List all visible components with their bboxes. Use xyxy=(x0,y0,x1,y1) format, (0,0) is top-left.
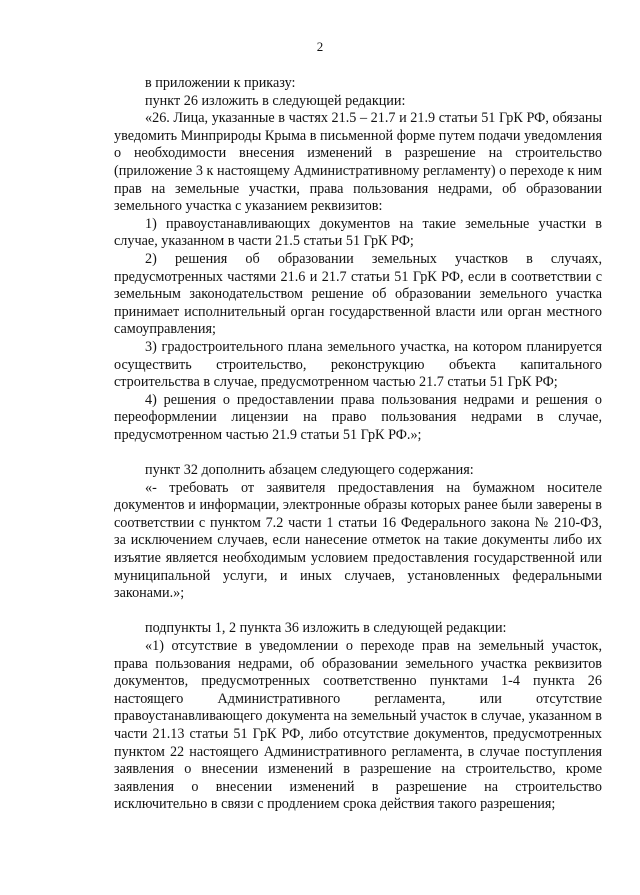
paragraph-item-26-text: «26. Лица, указанные в частях 21.5 – 21.7 и 21.9 статьи 51 ГрК РФ, обязаны уведомить Минприроды Крыма в письменной форме путем подачи уведомления о необходимости внесения изменений в разрешение на строительство (приложение 3 к настоящему Административному регламенту) о переходе к ним прав на земельные участки, права пользования недрами, об образовании земельного участка с указанием реквизитов: xyxy=(114,110,602,215)
paragraph-intro: в приложении к приказу: xyxy=(145,75,296,91)
paragraph-item-32-text: «- требовать от заявителя предоставления на бумажном носителе документов и информации, электронные образы которых ранее были заверены в соответствии с пунктом 7.2 части 1 статьи 16 Федерального закона № 210-ФЗ, за исключением случаев, если нанесение отметок на такие документы либо их изъятие является необходимым условием предоставления государственной или муниципальной услуги, и иных случаев, установленных федеральными законами.»; xyxy=(114,479,602,602)
page-number: 2 xyxy=(316,39,324,54)
paragraph-item-36-heading: подпункты 1, 2 пункта 36 изложить в следующей редакции: xyxy=(145,620,507,637)
paragraph-subitem-4: 4) решения о предоставлении права пользования недрами и решения о переоформлении лицензии на право пользования недрами в случае, предусмотренном частью 21.9 статьи 51 ГрК РФ.»; xyxy=(114,391,602,443)
paragraph-item-36-subitem-1: «1) отсутствие в уведомлении о переходе прав на земельный участок, права пользования недрами, об образовании земельного участка реквизитов документов, предусмотренных соответственно пунктами 1-4 пункта 26 настоящего Административного регламента, или отсутствие правоустанавливающего документа на земельный участок в случае, указанном в части 21.13 статьи 51 ГрК РФ, либо отсутствие документов, предусмотренных пунктом 22 настоящего Административного регламента, в случае поступления заявления о внесении изменений в разрешение на строительство, кроме заявления о внесении изменений в разрешение на строительство исключительно в связи с продлением срока действия такого разрешения; xyxy=(114,638,602,813)
paragraph-spacer xyxy=(114,444,602,462)
paragraph-item-26-heading: пункт 26 изложить в следующей редакции: xyxy=(145,92,406,109)
paragraph-spacer xyxy=(114,603,602,621)
paragraph-subitem-3: 3) градостроительного плана земельного участка, на котором планируется осуществить строительство, реконструкцию объекта капитального строительства в случае, предусмотренном частью 21.7 статьи 51 ГрК РФ; xyxy=(114,338,602,391)
paragraph-subitem-1: 1) правоустанавливающих документов на такие земельные участки в случае, указанном в части 21.5 статьи 51 ГрК РФ; xyxy=(114,215,602,250)
document-body xyxy=(114,75,602,814)
paragraph-subitem-2: 2) решения об образовании земельных участков в случаях, предусмотренных частями 21.6 и 21.7 статьи 51 ГрК РФ, если в соответствии с земельным законодательством решение об образовании земельного участка принимает исполнительный орган государственной власти или орган местного самоуправления; xyxy=(114,250,602,338)
paragraph-item-32-heading: пункт 32 дополнить абзацем следующего содержания: xyxy=(145,462,474,479)
